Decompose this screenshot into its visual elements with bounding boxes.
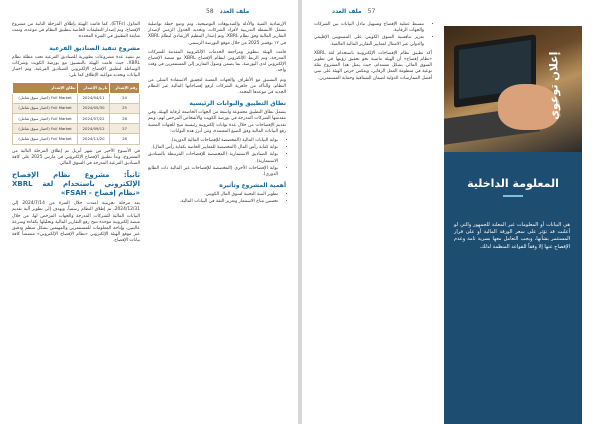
paragraph: في الأسبوع الأخير من شهر أبريل تم إطلاق المرحلة التالية من المشروع، وبدأ تطبيق الإفصاح الإلكتروني في مارس 2025 على كافة الصناديق الفرعية المدرجة في السوق المالي. (12, 148, 140, 167)
paragraph: بعد مرحلة تجريبية امتدت خلال الفترة من 2024/7/14 إلى 2024/12/31، تم إطلاق النظام رسمياً، ويهدف إلى تطوير آلية تقديم البيانات المالية للشركات المدرجة والجهات المرخص لها، من خلال منصة إلكترونية موحدة تتيح رفع التقارير المالية وتحليلها بكفاءة وسرعة عاليتين، وإتاحة المعلومات للمستثمرين والمهتمين بشكل منظم ودقيق عبر موقع الهيئة الإلكتروني «نظام الإفصاح الإلكتروني» متضمناً كافة بيانات الإفصاح. (12, 201, 140, 244)
table-cell: 26 (109, 114, 139, 124)
table-cell: 2024/09/12 (78, 124, 110, 134)
table-header-cell: رقم الإصدار (109, 83, 139, 93)
table-cell: 27 (109, 124, 139, 134)
table-cell: 2024/04/11 (78, 93, 110, 103)
table-cell: Full Market (اختبار سوق شامل) (13, 114, 78, 124)
list-item: • بوابة الإفصاحات الأخرى (المخصصة للإفصاحات غير المالية ذات الطابع الدوري). (148, 166, 278, 178)
benefits-list (314, 22, 432, 48)
left-page-column-1 (148, 22, 286, 209)
paragraph: التداول (ETFs)، كما قامت الهيئة بإطلاق المرحلة الثانية من مشروع الإفصاح، وتم إصدار التعليمات الخاصة بتطبيق النظام في موعده، وتمت متابعة التطبيق في الفترة المحددة. (12, 22, 140, 40)
list-item: • بوابة البيانات المالية (المخصصة للإفصاحات المالية الدورية). (148, 138, 278, 144)
page-number: 58 (206, 7, 214, 15)
page-header-title: ملف العدد (332, 7, 362, 15)
section-heading-xbrl: ثانياً: مشروع نظام الإفصاح الإلكتروني باستخدام لغة XBRL «نظام إفصاح - FSAH» (12, 171, 140, 198)
list-item: • بوابة الصناديق الاستثمارية (المخصصة للإفصاحات المرتبطة بالصناديق الاستثمارية). (148, 152, 278, 164)
right-page-text-column (314, 22, 432, 85)
table-row (13, 134, 140, 144)
table-row (13, 93, 140, 103)
table-cell: 2024/05/30 (78, 103, 110, 113)
list-item: • تحسين مناخ الاستثمار وتعزيز الثقة في البيانات المالية. (148, 199, 278, 205)
paragraph: قامت الهيئة بتطوير ومراجعة الخدمات الإلكترونية المقدمة للشركات المدرجة، وتم الربط الإلكتروني لنظام الإفصاح XBRL مع منصة الإفصاح الإلكتروني لدى البورصة، بما يضمن وصول التقارير إلى المستثمرين في وقت واحد. (148, 49, 286, 74)
left-page-column-2 (12, 22, 140, 248)
table-cell: 28 (109, 134, 139, 144)
left-page-header (200, 4, 249, 18)
table-row (13, 114, 140, 124)
sidebar-definition: هي البيانات أو المعلومات غير المعلنة للجمهور والتي لو أعلنت قد تؤثر على سعر الورقة المالية أو على قرار المستثمر بشأنها، ويجب التعامل معها بسرية تامة وعدم الإفصاح عنها إلا وفقاً للقواعد المنظمة لذلك. (454, 222, 570, 250)
table-cell: Full Market (اختبار سوق شامل) (13, 134, 78, 144)
table-header-cell: نطاق الإصدار (13, 83, 78, 93)
table-cell: 2024/11/20 (78, 134, 110, 144)
page-number: 57 (367, 7, 376, 15)
page-header-title: ملف العدد (219, 7, 250, 15)
sidebar-title (454, 176, 572, 197)
table-row (13, 103, 140, 113)
paragraph: الإرشادية الفنية والأدلة والفيديوهات التوضيحية، وتم وضع خطة تواصلية تشمل الأنشطة التدريبية لأفراد الشركات، وتحديد الجدول الزمني لإصدار التقارير المالية وفق نظام XBRL، وتم إصدار التنظيم الإرشادي لنظام XBRL في ١٢ نوفمبر 2025 من خلال موقع البورصة الرسمي. (148, 22, 287, 46)
table-header-cell: تاريخ الإصدار (78, 83, 110, 93)
importance-list (148, 192, 286, 205)
table-cell: Full Market (اختبار سوق شامل) (13, 103, 78, 113)
awareness-sidebar (444, 26, 582, 424)
paragraph: يشمل نطاق التطبيق مجموعة واسعة من الجهات الخاضعة لرقابة الهيئة، وفي مقدمتها الشركات المدرجة في بورصة الكويت والأشخاص المرخص لهم، ويتم تقديم الإفصاحات من خلال عدة بوابات إلكترونية رئيسية تتيح للجهات المعنية رفع البيانات المالية وفق الصيغ المعتمدة، ومن أبرز هذه البوابات: (148, 110, 286, 134)
table-cell: 25 (109, 103, 139, 113)
release-table (12, 82, 140, 144)
table-cell: 2024/07/22 (78, 114, 110, 124)
list-item: • تطوير البنية التحتية لسوق المال الكويتي. (148, 192, 278, 198)
paragraph: وتم التنسيق مع الأطراف والجهات المعنية لتحقيق الاستفادة المثلى من النظام، والتأكد من جاهزية الشركات لرفع إفصاحاتها المالية عبر النظام الجديد في موعدها المحدد. (148, 77, 286, 96)
section-heading-sub-funds: مشروع تنفيذ الصناديق الفرعية (49, 44, 140, 52)
right-page (302, 0, 600, 424)
awareness-label: إعلان توعوي (547, 51, 561, 121)
paragraph: تم تنفيذ عدة مشروعات تطويرية للصناديق الفرعية تحت مظلة نظام XBRL، حيث قامت الهيئة بالتنسيق مع بورصة الكويت وشركات الوساطة لتطبيق الإفصاح الإلكتروني للصناديق الفرعية، وتم اختبار البيانات وتحديد مواعيد الإطلاق كما يلي: (12, 54, 140, 79)
section-heading-portals: نطاق التطبيق والبوابات الرئيسية (189, 100, 286, 108)
table-header-row (13, 83, 140, 93)
right-page-header (332, 4, 381, 18)
portal-list (148, 138, 286, 178)
title-accent-line (503, 195, 523, 197)
table-row (13, 124, 140, 134)
list-item: • تعزيز تنافسية السوق الكويتي على المستويين الإقليمي والدولي عبر الامتثال لمعايير التقارير المالية العالمية. (314, 35, 424, 47)
paragraph: أكد تطبيق نظام الإفصاحات الإلكترونية باستخدام لغة XBRL «نظام إفصاح» أن الهيئة ماضية نحو تحقيق رؤيتها في تطوير السوق المالي بشكل مستدام، حيث يمثل هذا المشروع نقلة نوعية في منظومة العمل الرقابي، ويعكس حرص الهيئة على تبني أفضل الممارسات الدولية لضمان الشفافية وحماية المستثمرين. (314, 50, 432, 81)
table-cell: 24 (109, 93, 139, 103)
list-item: • بوابة كفاية رأس المال (المخصصة للمعايير الخاصة بكفاية رأس المال). (148, 145, 278, 151)
sidebar-title-text: المعلومة الداخلية (467, 177, 559, 190)
table-cell: Full Market (اختبار سوق شامل) (13, 93, 78, 103)
section-heading-importance: أهمية المشروع وتأثيره (219, 182, 286, 190)
list-item: • تبسيط عملية الإفصاح وتسهيل تبادل البيانات بين الشركات والجهات الرقابية. (314, 22, 424, 34)
table-cell: Full Market (اختبار سوق شامل) (13, 124, 78, 134)
left-page (0, 0, 298, 424)
